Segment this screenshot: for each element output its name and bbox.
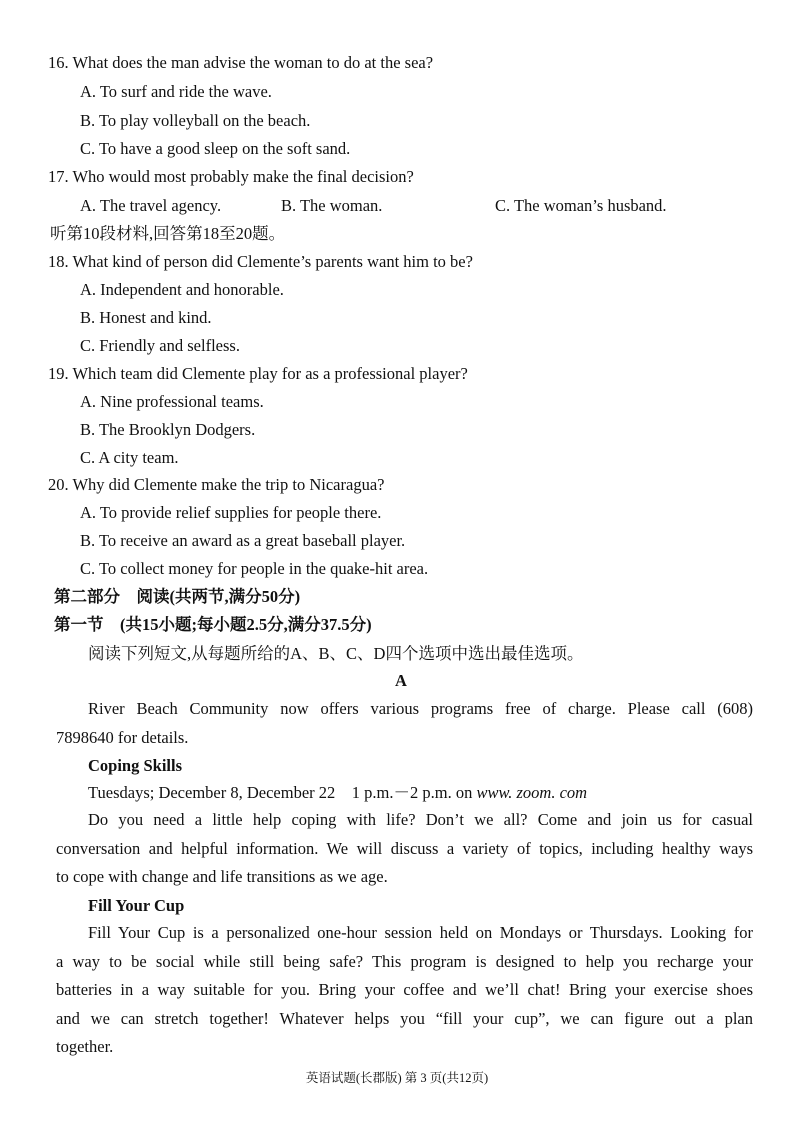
part-two-title: 第二部分 阅读(共两节,满分50分) xyxy=(54,587,301,606)
question-20-option-c: C. To collect money for people in the quake-hit area. xyxy=(80,559,429,578)
coping-skills-website: www. zoom. com xyxy=(476,783,588,802)
question-20-stem: 20. Why did Clemente make the trip to Nicaragua? xyxy=(48,475,385,494)
passage-a-label: A xyxy=(395,671,407,690)
coping-skills-schedule xyxy=(88,782,587,804)
question-18-stem: 18. What kind of person did Clemente’s parents want him to be? xyxy=(48,252,473,271)
question-17-option-c: C. The woman’s husband. xyxy=(495,196,667,215)
fill-your-cup-heading: Fill Your Cup xyxy=(88,896,185,915)
fill-your-cup-text-line-4: and we can stretch together! Whatever helps you “fill your cup”, we can figure out a plan xyxy=(56,1009,753,1028)
question-18-option-b: B. Honest and kind. xyxy=(80,308,212,327)
fill-your-cup-text-line-2: a way to be social while still being safe? This program is designed to help you recharge your xyxy=(56,952,753,971)
coping-skills-schedule-time: Tuesdays; December 8, December 22 1 p.m.－2 p.m. on xyxy=(88,783,477,802)
listening-instruction-10: 听第10段材料,回答第18至20题。 xyxy=(50,224,286,243)
question-20-option-a: A. To provide relief supplies for people there. xyxy=(80,503,382,522)
question-17-option-a: A. The travel agency. xyxy=(80,196,222,215)
reading-instruction: 阅读下列短文,从每题所给的A、B、C、D四个选项中选出最佳选项。 xyxy=(88,644,584,663)
coping-skills-heading: Coping Skills xyxy=(88,756,183,775)
page-footer: 英语试题(长郡版) 第 3 页(共12页) xyxy=(305,1071,489,1085)
fill-your-cup-text-line-1: Fill Your Cup is a personalized one-hour session held on Mondays or Thursdays. Looking for xyxy=(88,923,753,942)
question-19-stem: 19. Which team did Clemente play for as a professional player? xyxy=(48,364,468,383)
question-19-option-b: B. The Brooklyn Dodgers. xyxy=(80,420,256,439)
question-19-option-a: A. Nine professional teams. xyxy=(80,392,264,411)
question-16-option-b: B. To play volleyball on the beach. xyxy=(80,111,311,130)
question-16-stem: 16. What does the man advise the woman to do at the sea? xyxy=(48,53,434,72)
fill-your-cup-text-line-3: batteries in a way suitable for you. Bring your coffee and we’ll chat! Bring your exercise shoes xyxy=(56,980,753,999)
question-18-option-a: A. Independent and honorable. xyxy=(80,280,284,299)
coping-skills-text-line-3: to cope with change and life transitions as we age. xyxy=(56,867,388,886)
passage-intro-line-1: River Beach Community now offers various programs free of charge. Please call (608) xyxy=(88,699,753,718)
question-19-option-c: C. A city team. xyxy=(80,448,179,467)
question-20-option-b: B. To receive an award as a great baseball player. xyxy=(80,531,406,550)
fill-your-cup-text-line-5: together. xyxy=(56,1037,114,1056)
question-17-option-b: B. The woman. xyxy=(281,196,383,215)
question-16-option-a: A. To surf and ride the wave. xyxy=(80,82,272,101)
question-18-option-c: C. Friendly and selfless. xyxy=(80,336,240,355)
question-16-option-c: C. To have a good sleep on the soft sand. xyxy=(80,139,351,158)
coping-skills-text-line-1: Do you need a little help coping with life? Don’t we all? Come and join us for casual xyxy=(88,810,753,829)
coping-skills-text-line-2: conversation and helpful information. We will discuss a variety of topics, including healthy ways xyxy=(56,839,753,858)
question-17-stem: 17. Who would most probably make the final decision? xyxy=(48,167,414,186)
section-one-title: 第一节 (共15小题;每小题2.5分,满分37.5分) xyxy=(54,615,372,634)
passage-intro-line-2: 7898640 for details. xyxy=(56,728,189,747)
